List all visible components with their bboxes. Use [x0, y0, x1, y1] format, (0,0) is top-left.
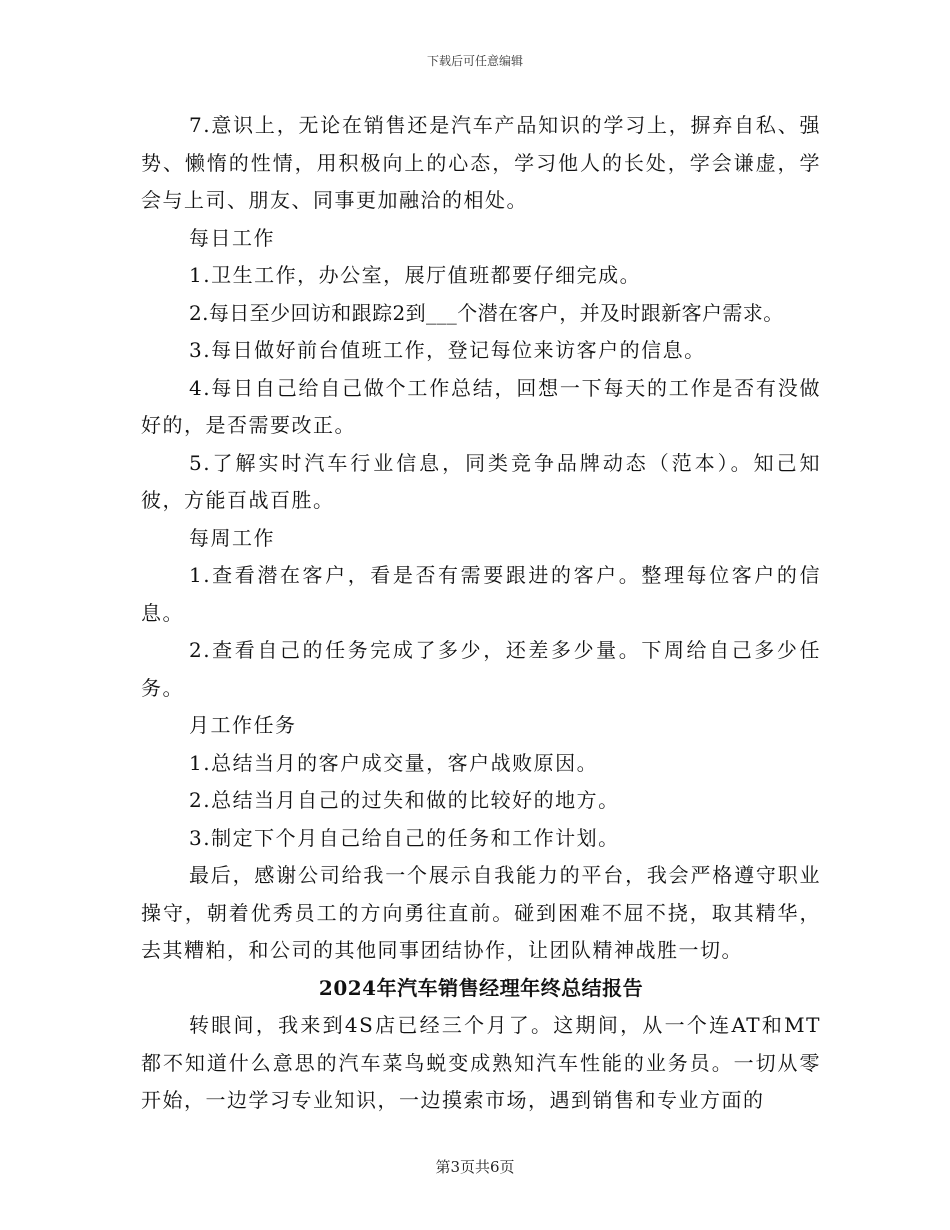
list-item: 2.总结当月自己的过失和做的比较好的地方。: [189, 788, 620, 812]
page-header-note: 下载后可任意编辑: [426, 54, 523, 68]
list-item: 1.查看潜在客户，看是否有需要跟进的客户。整理每位客户的信息。: [141, 563, 821, 625]
list-item: 3.制定下个月自己给自己的任务和工作计划。: [189, 825, 620, 850]
list-item: 3.每日做好前台值班工作，登记每位来访客户的信息。: [189, 338, 706, 362]
section-heading-monthly: 月工作任务: [189, 713, 297, 737]
list-item: 2.查看自己的任务完成了多少，还差多少量。下周给自己多少任务。: [141, 638, 821, 700]
list-item: 1.卫生工作，办公室，展厅值班都要仔细完成。: [189, 263, 642, 287]
page-number: 第3页共6页: [435, 1158, 515, 1176]
list-item: 5.了解实时汽车行业信息，同类竞争品牌动态（范本）。知己知彼，方能百战百胜。: [141, 450, 821, 512]
section-heading-daily: 每日工作: [189, 225, 275, 250]
document-body: [141, 107, 821, 1120]
report-title: 2024年汽车销售经理年终总结报告: [318, 975, 644, 1000]
closing-paragraph: 最后，感谢公司给我一个展示自我能力的平台，我会严格遵守职业操守，朝着优秀员工的方向勇往直前。碰到困难不屈不挠，取其精华，去其糟粕，和公司的其他同事团结协作，让团队精神战胜一切。: [141, 863, 821, 962]
paragraph: 转眼间，我来到4S店已经三个月了。这期间，从一个连AT和MT都不知道什么意思的汽车菜鸟蜕变成熟知汽车性能的业务员。一切从零开始，一边学习专业知识，一边摸索市场，遇到销售和专业方面的: [141, 1013, 821, 1112]
paragraph: 7.意识上，无论在销售还是汽车产品知识的学习上，摒弃自私、强势、懒惰的性情，用积极向上的心态，学习他人的长处，学会谦虚，学会与上司、朋友、同事更加融洽的相处。: [141, 113, 821, 212]
list-item: 2.每日至少回访和跟踪2到___个潜在客户，并及时跟新客户需求。: [189, 300, 784, 325]
list-item: 1.总结当月的客户成交量，客户战败原因。: [189, 750, 599, 775]
list-item: 4.每日自己给自己做个工作总结，回想一下每天的工作是否有没做好的，是否需要改正。: [141, 375, 821, 437]
section-heading-weekly: 每周工作: [189, 525, 275, 550]
